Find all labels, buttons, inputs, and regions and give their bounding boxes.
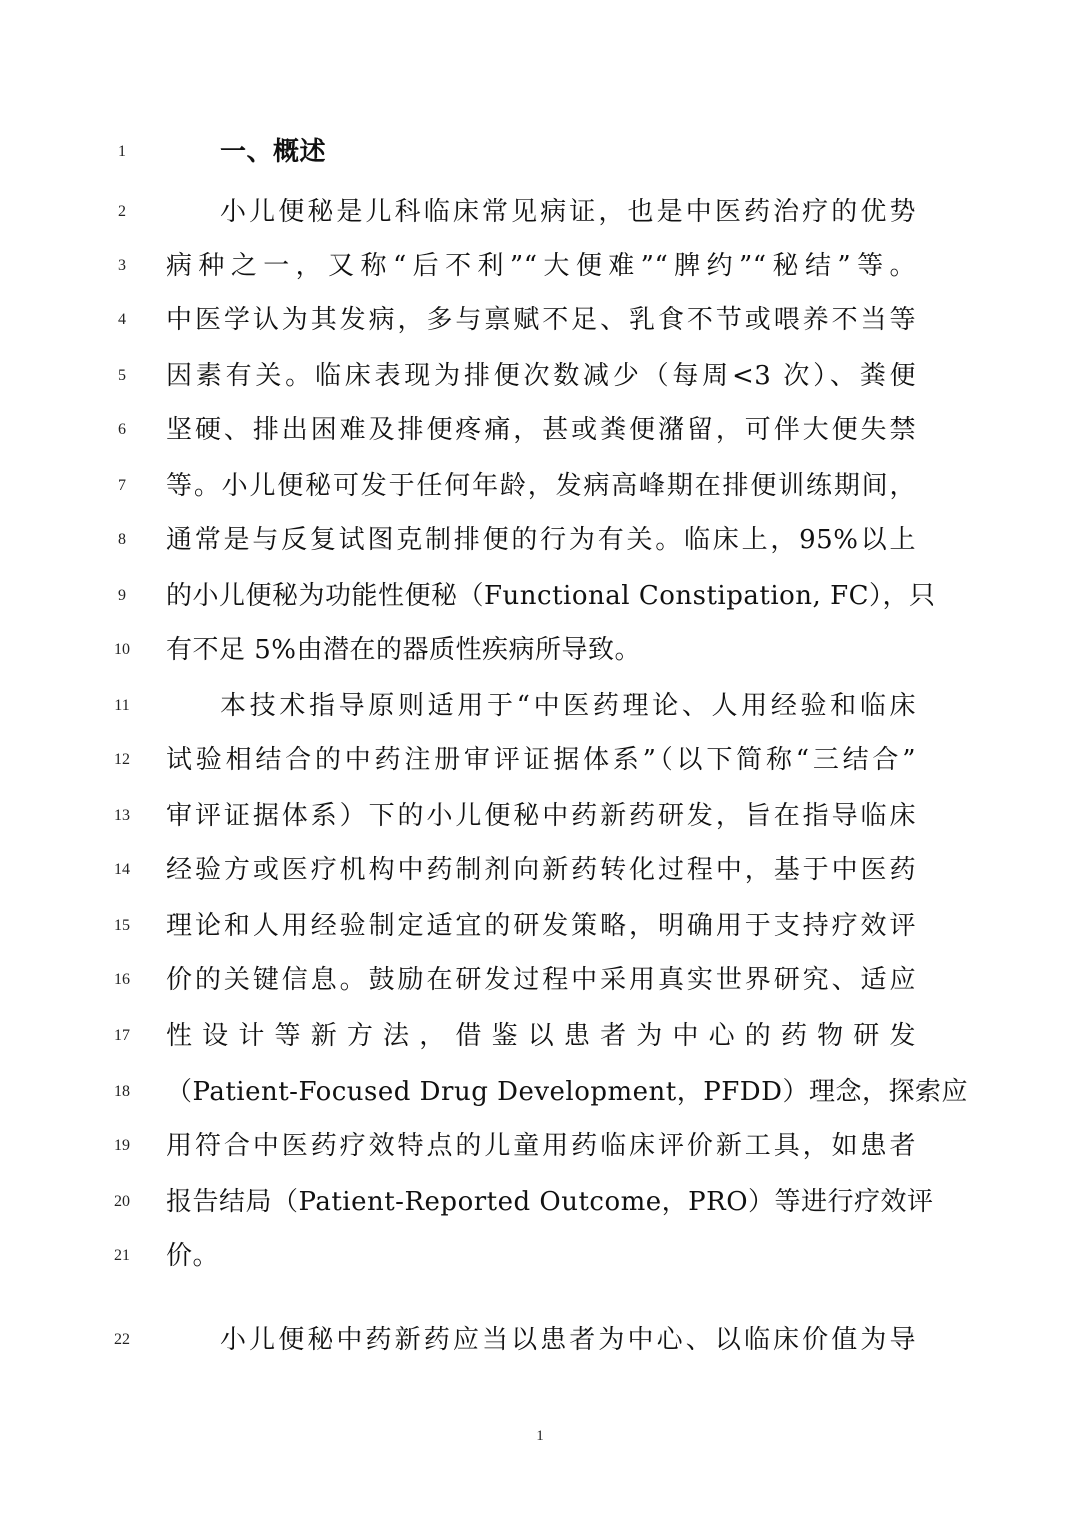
paragraph-text: （Patient-Focused Drug Development，PFDD）理念，探索应 (166, 1077, 968, 1107)
paragraph-text: 小儿便秘中药新药应当以患者为中心、以临床价值为导 (220, 1325, 916, 1355)
line-number: 2 (118, 203, 126, 220)
line-number: 3 (118, 257, 126, 274)
line-number: 6 (118, 421, 126, 438)
text-line (0, 1072, 1080, 1112)
text-line (0, 1126, 1080, 1166)
text-line (0, 410, 1080, 450)
line-number: 4 (118, 311, 126, 328)
line-number: 15 (114, 917, 130, 934)
line-number: 11 (114, 697, 130, 714)
paragraph-text: 审评证据体系）下的小儿便秘中药新药研发，旨在指导临床 (166, 801, 916, 831)
text-line (0, 740, 1080, 780)
section-heading: 一、概述 (220, 137, 327, 167)
paragraph-text: 用符合中医药疗效特点的儿童用药临床评价新工具，如患者 (166, 1131, 916, 1161)
paragraph-text: 的小儿便秘为功能性便秘（Functional Constipation, FC），只 (166, 581, 936, 611)
line-number: 12 (114, 751, 130, 768)
text-line (0, 906, 1080, 946)
text-line (0, 1016, 1080, 1056)
line-number: 21 (114, 1247, 130, 1264)
text-line (0, 356, 1080, 396)
paragraph-text: 坚硬、排出困难及排便疼痛，甚或粪便潴留，可伴大便失禁 (166, 415, 916, 445)
line-number: 16 (114, 971, 130, 988)
line-number: 8 (118, 531, 126, 548)
paragraph-text: 价的关键信息。鼓励在研发过程中采用真实世界研究、适应 (166, 965, 916, 995)
paragraph-text: 等。小儿便秘可发于任何年龄，发病高峰期在排便训练期间， (166, 471, 916, 501)
line-number: 5 (118, 367, 126, 384)
text-line (0, 850, 1080, 890)
paragraph-text: 价。 (166, 1241, 220, 1271)
paragraph-text: 中医学认为其发病，多与禀赋不足、乳食不节或喂养不当等 (166, 305, 916, 335)
paragraph-text: 报告结局（Patient-Reported Outcome，PRO）等进行疗效评 (166, 1187, 934, 1217)
line-number: 17 (114, 1027, 130, 1044)
text-line (0, 300, 1080, 340)
line-number: 1 (118, 143, 126, 160)
paragraph-text: 试验相结合的中药注册审评证据体系”（以下简称“三结合” (166, 745, 916, 775)
paragraph-text: 小儿便秘是儿科临床常见病证，也是中医药治疗的优势 (220, 197, 916, 227)
line-number: 7 (118, 477, 126, 494)
line-number: 18 (114, 1083, 130, 1100)
text-line (0, 192, 1080, 232)
text-line (0, 132, 1080, 172)
paragraph-text: 性设计等新方法，借鉴以患者为中心的药物研发 (166, 1021, 916, 1051)
line-number: 10 (114, 641, 130, 658)
text-line (0, 1236, 1080, 1276)
paragraph-text: 病种之一，又称“后不利”“大便难”“脾约”“秘结”等。 (166, 251, 916, 281)
paragraph-text: 本技术指导原则适用于“中医药理论、人用经验和临床 (220, 691, 916, 721)
paragraph-text: 有不足 5%由潜在的器质性疾病所导致。 (166, 635, 642, 665)
text-line (0, 1320, 1080, 1360)
line-number: 14 (114, 861, 130, 878)
text-line (0, 630, 1080, 670)
page-number: 1 (536, 1428, 544, 1444)
text-line (0, 520, 1080, 560)
line-number: 9 (118, 587, 126, 604)
paragraph-text: 通常是与反复试图克制排便的行为有关。临床上，95%以上 (166, 525, 916, 555)
text-line (0, 960, 1080, 1000)
paragraph-text: 经验方或医疗机构中药制剂向新药转化过程中，基于中医药 (166, 855, 916, 885)
text-line (0, 686, 1080, 726)
text-line (0, 576, 1080, 616)
text-line (0, 466, 1080, 506)
paragraph-text: 理论和人用经验制定适宜的研发策略，明确用于支持疗效评 (166, 911, 916, 941)
text-line (0, 796, 1080, 836)
line-number: 19 (114, 1137, 130, 1154)
text-line (0, 246, 1080, 286)
paragraph-text: 因素有关。临床表现为排便次数减少（每周<3 次）、粪便 (166, 361, 916, 391)
line-number: 22 (114, 1331, 130, 1348)
line-number: 13 (114, 807, 130, 824)
line-number: 20 (114, 1193, 130, 1210)
text-line (0, 1182, 1080, 1222)
